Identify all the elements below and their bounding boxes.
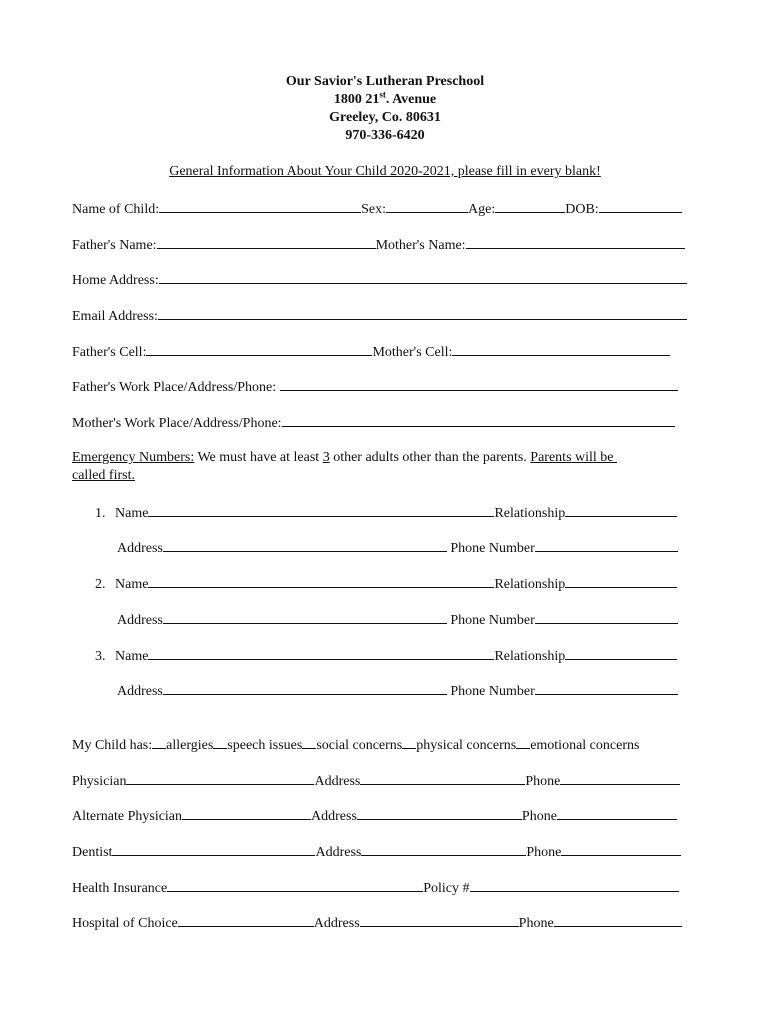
emergency-line-1 xyxy=(72,449,617,467)
row-email xyxy=(72,306,687,326)
dentist-address-field[interactable] xyxy=(361,842,526,856)
social-concerns-check[interactable] xyxy=(302,735,316,749)
form-subtitle: General Information About Your Child 2020-2021, please fill in every blank! xyxy=(169,164,601,179)
label-mother-work: Mother's Work Place/Address/Phone: xyxy=(72,416,282,431)
contact-3-address-label: Address xyxy=(117,684,163,699)
row-hospital xyxy=(72,913,682,933)
row-alt-physician xyxy=(72,806,677,826)
mothers-name-field[interactable] xyxy=(466,235,685,249)
condition-speech-issues: speech issues xyxy=(227,738,303,753)
contact-3-phone-field[interactable] xyxy=(535,681,678,695)
label-fathers-cell: Father's Cell: xyxy=(72,345,147,360)
label-dob: DOB: xyxy=(565,202,599,217)
contact-3-address-row xyxy=(117,681,678,701)
contact-3-number: 3. xyxy=(95,649,106,664)
allergies-check[interactable] xyxy=(152,735,166,749)
dentist-field[interactable] xyxy=(112,842,315,856)
contact-1-relationship-label: Relationship xyxy=(494,506,566,521)
condition-physical-concerns: physical concerns xyxy=(416,738,517,753)
contact-3-name-label: Name xyxy=(115,649,149,664)
contact-1-name-label: Name xyxy=(115,506,149,521)
contact-2-address-field[interactable] xyxy=(163,610,447,624)
hospital-field[interactable] xyxy=(178,913,314,927)
contact-2-address-label: Address xyxy=(117,613,163,628)
alt-physician-address-field[interactable] xyxy=(357,806,522,820)
contact-1-address-row xyxy=(117,538,678,558)
emergency-note-a: Parents will be xyxy=(530,450,614,465)
emergency-text-a: We must have at least xyxy=(194,450,323,465)
label-fathers-name: Father's Name: xyxy=(72,238,157,253)
physician-address-field[interactable] xyxy=(360,771,525,785)
contact-3-relationship-field[interactable] xyxy=(565,646,677,660)
label-home-address: Home Address: xyxy=(72,273,159,288)
condition-allergies: allergies xyxy=(166,738,214,753)
fathers-cell-field[interactable] xyxy=(146,342,372,356)
contact-1-name-field[interactable] xyxy=(148,503,494,517)
label-hospital: Hospital of Choice xyxy=(72,916,178,931)
contact-1-phone-field[interactable] xyxy=(535,538,678,552)
emergency-label: Emergency Numbers: xyxy=(72,450,195,465)
contact-2-address-row xyxy=(117,610,678,630)
name-of-child-field[interactable] xyxy=(159,199,361,213)
health-insurance-field[interactable] xyxy=(167,878,423,892)
email-address-field[interactable] xyxy=(158,306,687,320)
contact-1-phone-label: Phone Number xyxy=(450,541,535,556)
sex-field[interactable] xyxy=(386,199,468,213)
contact-1-name-row xyxy=(95,503,677,523)
emergency-line-2 xyxy=(72,467,135,485)
row-dentist xyxy=(72,842,681,862)
physician-phone-field[interactable] xyxy=(560,771,680,785)
policy-field[interactable] xyxy=(470,878,679,892)
home-address-field[interactable] xyxy=(159,270,687,284)
label-physician-phone: Phone xyxy=(525,774,561,789)
label-email-address: Email Address: xyxy=(72,309,158,324)
emergency-text-b: other adults other than the parents. xyxy=(329,450,531,465)
school-phone: 970-336-6420 xyxy=(345,128,425,143)
hospital-phone-field[interactable] xyxy=(554,913,682,927)
father-work-field[interactable] xyxy=(280,377,678,391)
row-cells xyxy=(72,342,670,362)
label-alt-physician: Alternate Physician xyxy=(72,809,183,824)
row-parents xyxy=(72,235,685,255)
label-policy: Policy # xyxy=(423,881,470,896)
row-health-insurance xyxy=(72,878,679,898)
contact-3-phone-label: Phone Number xyxy=(450,684,535,699)
mothers-cell-field[interactable] xyxy=(452,342,670,356)
label-mothers-cell: Mother's Cell: xyxy=(372,345,453,360)
fathers-name-field[interactable] xyxy=(157,235,376,249)
label-name-of-child: Name of Child: xyxy=(72,202,160,217)
contact-3-address-field[interactable] xyxy=(163,681,447,695)
contact-2-name-row xyxy=(95,574,677,594)
contact-1-address-field[interactable] xyxy=(163,538,447,552)
label-mothers-name: Mother's Name: xyxy=(375,238,466,253)
school-street: 1800 21st. Avenue xyxy=(333,89,437,107)
contact-2-relationship-label: Relationship xyxy=(494,577,566,592)
contact-2-number: 2. xyxy=(95,577,106,592)
contact-1-relationship-field[interactable] xyxy=(565,503,677,517)
contact-1-address-label: Address xyxy=(117,541,163,556)
age-field[interactable] xyxy=(495,199,565,213)
label-sex: Sex: xyxy=(361,202,386,217)
label-physician-address: Address xyxy=(314,774,361,789)
mother-work-field[interactable] xyxy=(282,413,675,427)
condition-emotional-concerns: emotional concerns xyxy=(530,738,640,753)
contact-3-name-field[interactable] xyxy=(148,646,494,660)
school-header xyxy=(0,73,770,145)
speech-issues-check[interactable] xyxy=(213,735,227,749)
row-child-info xyxy=(72,199,682,219)
physical-concerns-check[interactable] xyxy=(402,735,416,749)
row-mother-work xyxy=(72,413,675,433)
contact-3-relationship-label: Relationship xyxy=(494,649,566,664)
label-alt-physician-address: Address xyxy=(311,809,357,824)
contact-1-number: 1. xyxy=(95,506,106,521)
alt-physician-field[interactable] xyxy=(182,806,311,820)
label-physician: Physician xyxy=(72,774,127,789)
label-dentist-phone: Phone xyxy=(526,845,562,860)
dentist-phone-field[interactable] xyxy=(561,842,681,856)
hospital-address-field[interactable] xyxy=(360,913,519,927)
row-conditions xyxy=(72,735,639,755)
dob-field[interactable] xyxy=(599,199,682,213)
contact-2-name-label: Name xyxy=(115,577,149,592)
label-alt-physician-phone: Phone xyxy=(521,809,557,824)
conditions-label: My Child has: xyxy=(72,738,153,753)
row-father-work xyxy=(72,377,678,397)
school-name: Our Savior's Lutheran Preschool xyxy=(285,74,485,89)
contact-2-phone-label: Phone Number xyxy=(450,613,535,628)
contact-2-relationship-field[interactable] xyxy=(565,574,677,588)
label-father-work: Father's Work Place/Address/Phone: xyxy=(72,380,277,395)
label-age: Age: xyxy=(468,202,496,217)
row-home-address xyxy=(72,270,687,290)
school-city: Greeley, Co. 80631 xyxy=(329,110,441,125)
contact-2-phone-field[interactable] xyxy=(535,610,678,624)
physician-field[interactable] xyxy=(126,771,314,785)
label-hospital-address: Address xyxy=(313,916,360,931)
emotional-concerns-check[interactable] xyxy=(516,735,530,749)
emergency-note-b: called first. xyxy=(72,468,135,483)
row-physician xyxy=(72,771,680,791)
condition-social-concerns: social concerns xyxy=(316,738,403,753)
label-dentist-address: Address xyxy=(315,845,362,860)
emergency-count: 3 xyxy=(322,450,330,465)
contact-3-name-row xyxy=(95,646,677,666)
alt-physician-phone-field[interactable] xyxy=(557,806,677,820)
contact-2-name-field[interactable] xyxy=(148,574,494,588)
label-health-insurance: Health Insurance xyxy=(72,881,168,896)
label-dentist: Dentist xyxy=(72,845,113,860)
label-hospital-phone: Phone xyxy=(518,916,554,931)
